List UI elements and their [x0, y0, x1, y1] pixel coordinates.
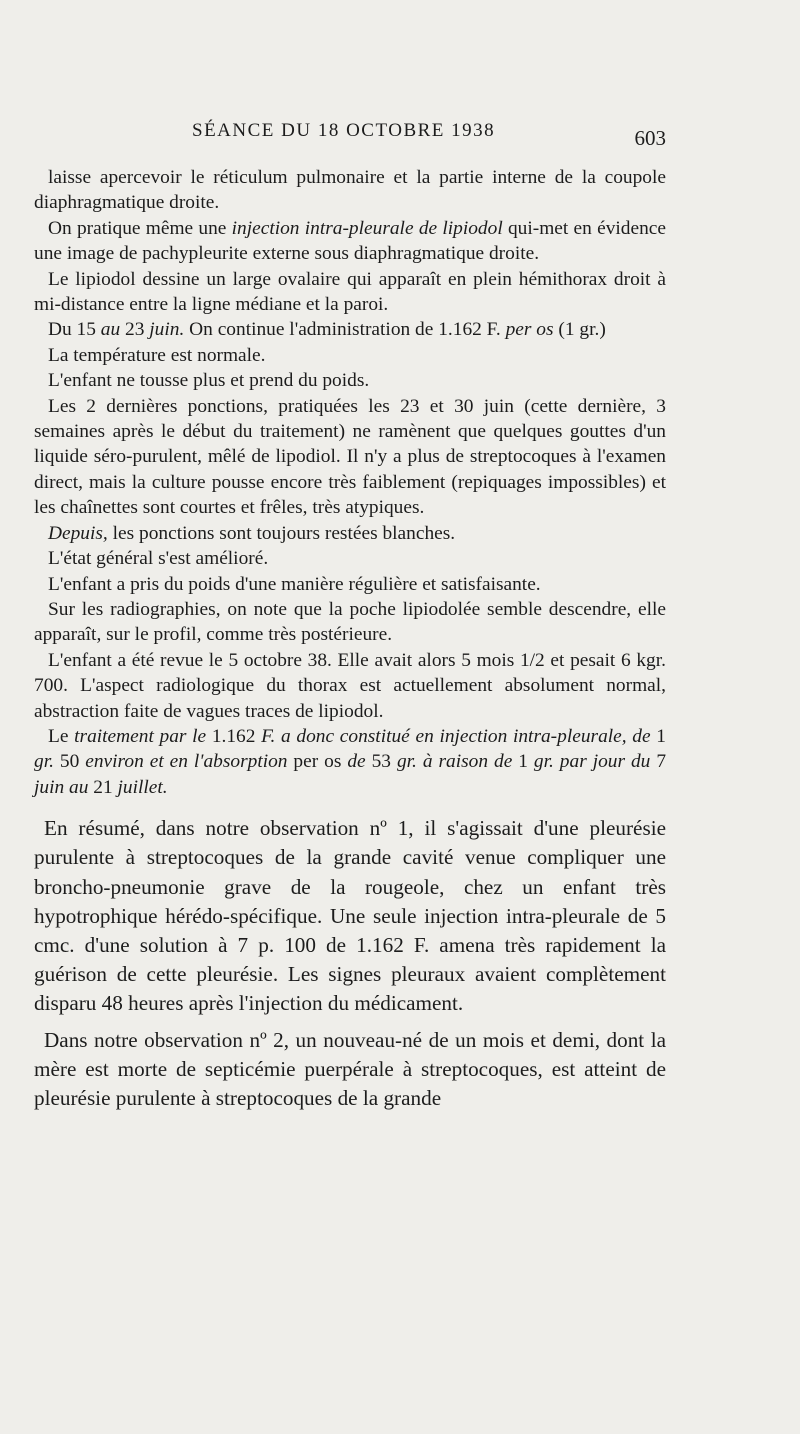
- text-run: L'enfant ne tousse plus et prend du poids.: [48, 370, 370, 392]
- text-run: 1.162: [206, 725, 262, 747]
- italic-text: environ et en l'absorption: [85, 751, 288, 773]
- text-run: La température est normale.: [48, 344, 266, 366]
- italic-text: gr.: [34, 751, 54, 773]
- page-number: 603: [634, 126, 666, 150]
- text-run: Les 2 dernières ponctions, pratiquées les 23 et 30 juin (cette dernière, 3 semaines après le début du traitement) ne ramènent que quelques gouttes d'un liquide séro-purulent, mêlé de lipodiol. Il n'y a plus de streptocoques à l'examen direct, mais la culture pousse encore très faiblement (repiquages impossibles) et les chaînettes sont courtes et frêles, très atypiques.: [34, 395, 666, 519]
- page-header: [34, 118, 666, 158]
- italic-text: traitement par le: [74, 725, 207, 747]
- italic-text: injection intra-pleurale de lipiodol: [231, 217, 503, 239]
- italic-text: juillet.: [117, 776, 168, 798]
- paragraph: [34, 521, 666, 546]
- paragraph: [34, 546, 666, 571]
- text-run: Le: [48, 725, 75, 747]
- text-run: On pratique même une: [48, 217, 232, 239]
- text-run: 23: [120, 319, 150, 341]
- paragraph: [34, 597, 666, 648]
- text-run: L'enfant a été revue le 5 octobre 38. Elle avait alors 5 mois 1/2 et pesait 6 kgr. 700. L'aspect radiologique du thorax est actuellement absolument normal, abstraction faite de vagues traces de lipiodol.: [34, 649, 666, 722]
- paragraph: [34, 368, 666, 393]
- text-run: les ponctions sont toujours restées blanches.: [107, 522, 456, 544]
- paragraph: Dans notre observation nº 2, un nouveau-né de un mois et demi, dont la mère est morte de septicémie puerpérale à streptocoques, est atteint de pleurésie purulente à streptocoques de la grande: [34, 1027, 666, 1110]
- italic-text: juin.: [149, 319, 185, 341]
- text-run: 1: [650, 725, 666, 747]
- text-run: 1: [512, 751, 534, 773]
- text-run: per os: [287, 751, 348, 773]
- paragraph: [34, 267, 666, 318]
- paragraph: En résumé, dans notre observation nº 1, il s'agissait d'une pleurésie purulente à streptocoques de la grande cavité venue compliquer une broncho-pneumonie grave de la rougeole, chez un enfant très hypotrophique hérédo-spécifique. Une seule injection intra-pleurale de 5 cmc. d'une solution à 7 p. 100 de 1.162 F. amena très rapidement la guérison de cette pleurésie. Les signes pleuraux avaient complètement disparu 48 heures après l'injection du médicament.: [34, 816, 666, 1016]
- italic-text: au: [100, 319, 121, 341]
- italic-text: juin au: [34, 776, 89, 798]
- paragraph: [34, 317, 666, 342]
- text-run: 50: [53, 751, 86, 773]
- page-body: [34, 165, 666, 1113]
- summary-section: [34, 814, 666, 1113]
- text-run: 53: [365, 751, 397, 773]
- paragraph: [34, 394, 666, 521]
- text-run: Du 15: [48, 319, 101, 341]
- paragraph: [34, 165, 666, 216]
- italic-text: Depuis,: [48, 522, 108, 544]
- paragraph: [34, 724, 666, 800]
- text-run: 7: [650, 751, 667, 773]
- text-run: L'enfant a pris du poids d'une manière régulière et satisfaisante.: [48, 573, 541, 595]
- paragraph: [34, 648, 666, 724]
- text-run: On continue l'administration de 1.162 F.: [184, 319, 506, 341]
- paragraph: [34, 216, 666, 267]
- italic-text: F. a donc constitué en injection intra-pleurale, de: [261, 725, 651, 747]
- text-run: qui-met en évidence une image de pachypleurite externe sous diaphragmatique droite.: [34, 217, 667, 265]
- italic-text: gr. par jour du: [533, 751, 651, 773]
- paragraph: [34, 572, 666, 597]
- case-report-section: [34, 165, 666, 800]
- italic-text: gr. à raison de: [396, 751, 513, 773]
- paragraph: [34, 343, 666, 368]
- text-run: (1 gr.): [553, 319, 606, 341]
- running-head: SÉANCE DU 18 OCTOBRE 1938: [192, 120, 496, 141]
- text-run: 21: [88, 776, 118, 798]
- italic-text: per os: [505, 319, 554, 341]
- italic-text: de: [347, 751, 366, 773]
- text-run: laisse apercevoir le réticulum pulmonaire et la partie interne de la coupole diaphragmatique droite.: [34, 167, 666, 214]
- text-run: Sur les radiographies, on note que la poche lipiodolée semble descendre, elle apparaît, sur le profil, comme très postérieure.: [34, 598, 666, 646]
- text-run: Le lipiodol dessine un large ovalaire qui apparaît en plein hémithorax droit à mi-distance entre la ligne médiane et la paroi.: [34, 268, 666, 316]
- text-run: L'état général s'est amélioré.: [48, 548, 269, 570]
